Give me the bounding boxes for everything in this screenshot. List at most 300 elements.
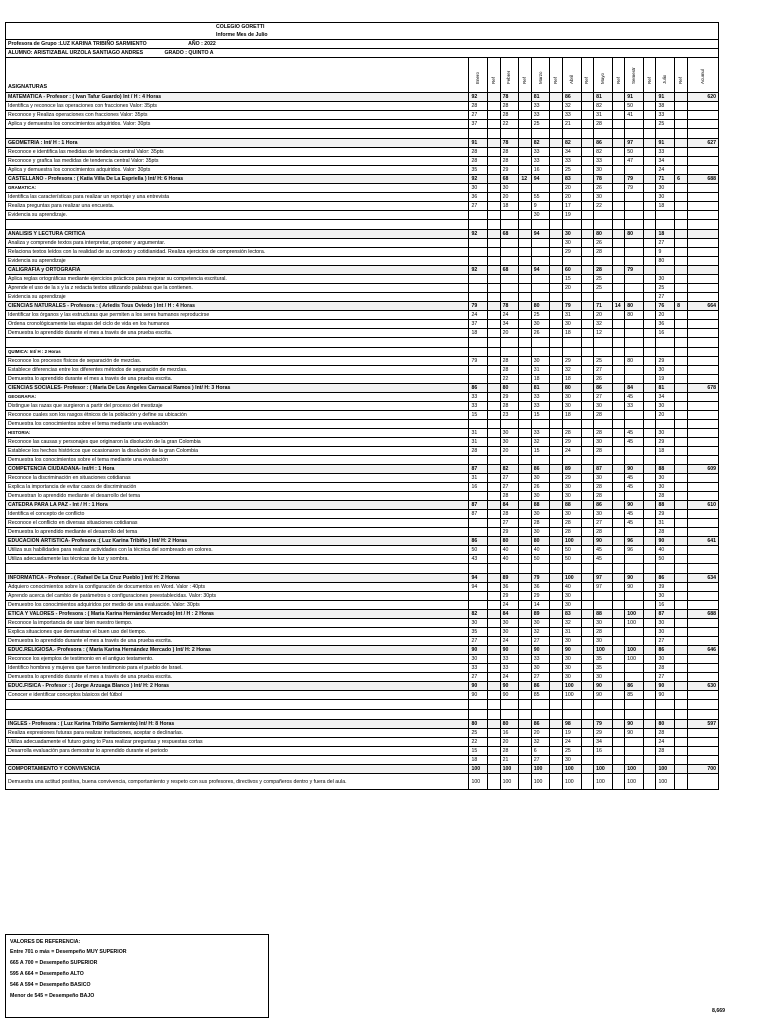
grade-cell: 33 bbox=[469, 402, 488, 411]
grade-cell bbox=[625, 366, 644, 375]
grade-cell bbox=[612, 720, 624, 729]
grade-cell bbox=[675, 574, 687, 583]
grade-cell bbox=[675, 738, 687, 747]
indicator-row bbox=[6, 102, 719, 111]
grade-cell bbox=[519, 211, 531, 220]
grade-cell: 30 bbox=[562, 756, 581, 765]
grade-cell: 25 bbox=[656, 284, 675, 293]
grade-cell bbox=[594, 257, 613, 266]
grade-cell bbox=[519, 574, 531, 583]
grade-cell bbox=[644, 592, 656, 601]
grade-cell: 28 bbox=[594, 483, 613, 492]
grade-cell bbox=[612, 555, 624, 564]
grade-cell bbox=[581, 193, 593, 202]
grade-cell: 78 bbox=[594, 175, 613, 184]
grade-cell bbox=[644, 483, 656, 492]
grade-cell: 100 bbox=[625, 619, 644, 628]
subject-name: COMPORTAMIENTO Y CONVIVENCIA bbox=[6, 765, 469, 774]
grade-cell bbox=[625, 193, 644, 202]
month-header: Semestr bbox=[625, 58, 644, 93]
grade-cell bbox=[550, 564, 562, 574]
grade-cell bbox=[644, 673, 656, 682]
indicator-text: Reconoce y Realiza operaciones con fracciones Valor: 35pts bbox=[6, 111, 469, 120]
grade-cell: 28 bbox=[562, 429, 581, 438]
student-cell bbox=[6, 49, 719, 58]
subject-name: CIENCIAS NATURALES - Profesora : ( Arledis Tous Oviedo ) Int / H : 4 Horas bbox=[6, 302, 469, 311]
indicator-row bbox=[6, 320, 719, 329]
grade-cell bbox=[625, 120, 644, 129]
grade-cell: 87 bbox=[469, 510, 488, 519]
grade-cell bbox=[612, 338, 624, 348]
grade-cell: 50 bbox=[562, 546, 581, 555]
grade-cell: 9 bbox=[656, 248, 675, 257]
grade-cell bbox=[581, 348, 593, 357]
grade-cell: 90 bbox=[625, 574, 644, 583]
grade-cell: 34 bbox=[594, 738, 613, 747]
grade-cell: 100 bbox=[531, 774, 550, 790]
grade-cell: 26 bbox=[594, 375, 613, 384]
grade-cell bbox=[581, 564, 593, 574]
indicator-text: Demuestra una actitud positiva, buena convivencia, comportamiento y respeto con sus profesores, directivos y compañeros dentro y fuera del aula. bbox=[6, 774, 469, 790]
grade-cell bbox=[488, 329, 500, 338]
grade-cell: 68 bbox=[500, 266, 519, 275]
grade-cell: 20 bbox=[500, 329, 519, 338]
grade-cell bbox=[675, 610, 687, 619]
grade-cell: 84 bbox=[625, 384, 644, 393]
grade-cell bbox=[612, 483, 624, 492]
grade-cell bbox=[612, 691, 624, 700]
grade-cell bbox=[625, 673, 644, 682]
grade-cell bbox=[550, 483, 562, 492]
grade-cell: 28 bbox=[500, 111, 519, 120]
grade-cell bbox=[581, 166, 593, 175]
grade-cell bbox=[594, 700, 613, 710]
grade-cell bbox=[519, 610, 531, 619]
grade-cell: 30 bbox=[656, 474, 675, 483]
grade-cell bbox=[581, 555, 593, 564]
grade-cell: 19 bbox=[562, 729, 581, 738]
grade-cell bbox=[612, 384, 624, 393]
grade-cell bbox=[675, 102, 687, 111]
grade-cell bbox=[644, 700, 656, 710]
grade-cell bbox=[675, 564, 687, 574]
grade-cell bbox=[675, 501, 687, 510]
grade-cell: 79 bbox=[625, 175, 644, 184]
grade-cell bbox=[488, 720, 500, 729]
accumulated-cell bbox=[687, 102, 718, 111]
grade-cell bbox=[488, 375, 500, 384]
grade-cell bbox=[488, 519, 500, 528]
grade-cell bbox=[675, 510, 687, 519]
grade-cell: 45 bbox=[625, 438, 644, 447]
grade-cell bbox=[625, 710, 644, 720]
grade-cell: 86 bbox=[594, 384, 613, 393]
grade-cell: 41 bbox=[625, 111, 644, 120]
grade-cell bbox=[581, 320, 593, 329]
student-grade: GRADO : QUINTO A bbox=[164, 50, 214, 56]
grade-cell: 23 bbox=[500, 411, 519, 420]
grade-cell: 30 bbox=[656, 655, 675, 664]
grade-cell bbox=[531, 338, 550, 348]
grade-cell: 16 bbox=[500, 729, 519, 738]
indicator-row bbox=[6, 275, 719, 284]
grade-cell: 27 bbox=[500, 483, 519, 492]
accumulated-cell: 630 bbox=[687, 682, 718, 691]
indicator-row bbox=[6, 157, 719, 166]
subject-row bbox=[6, 266, 719, 275]
indicator-text: HISTORIA: bbox=[6, 429, 469, 438]
grade-cell bbox=[488, 673, 500, 682]
grade-cell: 97 bbox=[625, 139, 644, 148]
grade-cell: 16 bbox=[656, 329, 675, 338]
accumulated-cell bbox=[687, 519, 718, 528]
grade-cell bbox=[469, 220, 488, 230]
grade-cell bbox=[644, 293, 656, 302]
grade-cell bbox=[612, 166, 624, 175]
grade-cell bbox=[581, 729, 593, 738]
grade-cell bbox=[675, 474, 687, 483]
report-title: Informe Mes de Julio bbox=[6, 31, 719, 40]
subject-row bbox=[6, 537, 719, 546]
grade-cell bbox=[581, 257, 593, 266]
grade-cell bbox=[644, 184, 656, 193]
grade-cell bbox=[656, 266, 675, 275]
grade-cell bbox=[581, 239, 593, 248]
grade-cell bbox=[519, 438, 531, 447]
grade-cell bbox=[675, 456, 687, 465]
grade-cell bbox=[581, 456, 593, 465]
grade-cell bbox=[612, 184, 624, 193]
grade-cell bbox=[519, 738, 531, 747]
grade-cell: 92 bbox=[469, 266, 488, 275]
grade-cell bbox=[519, 193, 531, 202]
grade-cell bbox=[644, 720, 656, 729]
grade-cell bbox=[488, 338, 500, 348]
grade-cell bbox=[625, 420, 644, 429]
grade-cell: 33 bbox=[531, 429, 550, 438]
grade-cell: 94 bbox=[531, 175, 550, 184]
grade-cell: 40 bbox=[656, 546, 675, 555]
grade-cell bbox=[519, 257, 531, 266]
accumulated-cell bbox=[687, 129, 718, 139]
grade-cell: 71 bbox=[656, 175, 675, 184]
grade-cell bbox=[625, 664, 644, 673]
grade-cell bbox=[550, 637, 562, 646]
grade-cell bbox=[519, 366, 531, 375]
grade-cell: 25 bbox=[656, 120, 675, 129]
grade-cell: 89 bbox=[562, 465, 581, 474]
grade-cell bbox=[550, 384, 562, 393]
grade-cell bbox=[488, 601, 500, 610]
grade-cell bbox=[469, 592, 488, 601]
grade-cell bbox=[612, 655, 624, 664]
grade-cell bbox=[488, 284, 500, 293]
grade-cell bbox=[488, 239, 500, 248]
grade-cell bbox=[519, 474, 531, 483]
grade-cell bbox=[612, 375, 624, 384]
grade-cell bbox=[488, 366, 500, 375]
grade-cell: 21 bbox=[562, 120, 581, 129]
grade-cell bbox=[531, 710, 550, 720]
indicator-text: Adquiero conocimientos sobre la configuración de documentos en Word. Valor : 40pts bbox=[6, 583, 469, 592]
grade-cell: 30 bbox=[594, 193, 613, 202]
grade-cell: 97 bbox=[594, 574, 613, 583]
grade-cell: 87 bbox=[469, 465, 488, 474]
grade-cell: 29 bbox=[500, 393, 519, 402]
grade-cell: 36 bbox=[469, 193, 488, 202]
indicator-text: Utiliza adecuadamente el futuro going to Para realizar preguntas y respuestas cortas bbox=[6, 738, 469, 747]
grade-cell bbox=[675, 537, 687, 546]
grade-cell bbox=[612, 420, 624, 429]
grade-cell: 31 bbox=[562, 628, 581, 637]
grade-cell: 28 bbox=[562, 519, 581, 528]
grade-cell: 89 bbox=[531, 610, 550, 619]
grade-cell: 79 bbox=[469, 357, 488, 366]
subject-name: MATEMATICA - Profesor : ( Ivan Tafur Guardo) Int / H : 4 Horas bbox=[6, 93, 469, 102]
grade-cell: 78 bbox=[500, 93, 519, 102]
grade-cell: 15 bbox=[531, 411, 550, 420]
grade-cell: 90 bbox=[625, 501, 644, 510]
grade-cell: 40 bbox=[562, 583, 581, 592]
grade-cell bbox=[612, 275, 624, 284]
grade-cell: 31 bbox=[469, 438, 488, 447]
grade-cell: 14 bbox=[531, 601, 550, 610]
indicator-text: Identifico hombres y mujeres que fueron testimonio para el pueblo de Israel. bbox=[6, 664, 469, 673]
indicator-text: Utiliza adecuadamente las técnicas de luz y sombra. bbox=[6, 555, 469, 564]
grade-cell: 100 bbox=[594, 765, 613, 774]
indicator-text: Desarrolla evaluación para demostrar lo aprendido durante el periodo bbox=[6, 747, 469, 756]
grade-cell: 28 bbox=[500, 148, 519, 157]
accumulated-cell bbox=[687, 120, 718, 129]
grade-cell: 24 bbox=[562, 447, 581, 456]
grade-cell bbox=[675, 166, 687, 175]
grade-cell bbox=[581, 710, 593, 720]
grade-cell: 33 bbox=[531, 402, 550, 411]
grade-cell: 19 bbox=[656, 375, 675, 384]
accumulated-cell bbox=[687, 239, 718, 248]
indicator-text: QUIMICA: Int/ H : 2 Horas bbox=[6, 348, 469, 357]
grade-cell bbox=[500, 293, 519, 302]
accumulated-cell bbox=[687, 729, 718, 738]
grade-cell: 18 bbox=[469, 329, 488, 338]
indicator-text: Reconoce los procesos físicos de separación de mezclas. bbox=[6, 357, 469, 366]
month-header: Abril bbox=[562, 58, 581, 93]
grade-cell: 30 bbox=[500, 619, 519, 628]
grade-cell bbox=[581, 583, 593, 592]
grade-cell: 24 bbox=[562, 738, 581, 747]
grade-cell bbox=[562, 420, 581, 429]
indicator-text: Ordena cronológicamente las etapas del ciclo de vida en los humanos bbox=[6, 320, 469, 329]
grade-cell: 96 bbox=[625, 537, 644, 546]
accumulated-cell bbox=[687, 148, 718, 157]
grade-cell: 80 bbox=[625, 302, 644, 311]
grade-cell bbox=[625, 738, 644, 747]
indicator-text: Demuestro los conocimientos adquiridos por medio de una evaluación. Valor: 30pts bbox=[6, 601, 469, 610]
grade-cell bbox=[675, 465, 687, 474]
grade-cell bbox=[519, 139, 531, 148]
grade-cell: 80 bbox=[500, 720, 519, 729]
grade-cell bbox=[550, 555, 562, 564]
grade-cell bbox=[644, 447, 656, 456]
grade-cell bbox=[625, 411, 644, 420]
grade-cell bbox=[644, 266, 656, 275]
grade-cell: 14 bbox=[612, 302, 624, 311]
grade-cell: 30 bbox=[562, 592, 581, 601]
indicator-row bbox=[6, 429, 719, 438]
indicator-text: Establece diferencias entre los diferentes métodos de separación de mezclas. bbox=[6, 366, 469, 375]
grade-cell bbox=[531, 420, 550, 429]
grade-cell bbox=[531, 129, 550, 139]
grade-cell: 28 bbox=[500, 492, 519, 501]
grade-cell: 33 bbox=[500, 664, 519, 673]
grade-cell bbox=[519, 510, 531, 519]
grade-cell: 30 bbox=[594, 510, 613, 519]
indicator-row bbox=[6, 738, 719, 747]
grade-cell: 50 bbox=[625, 148, 644, 157]
grade-cell: 68 bbox=[500, 230, 519, 239]
accumulated-cell bbox=[687, 366, 718, 375]
grade-cell: 28 bbox=[500, 157, 519, 166]
grade-cell bbox=[550, 420, 562, 429]
grade-cell bbox=[550, 211, 562, 220]
grade-cell bbox=[531, 220, 550, 230]
grade-cell bbox=[625, 375, 644, 384]
subject-row bbox=[6, 646, 719, 655]
grade-cell bbox=[562, 220, 581, 230]
grade-cell bbox=[644, 284, 656, 293]
grade-cell bbox=[612, 329, 624, 338]
grade-cell bbox=[625, 348, 644, 357]
grade-cell bbox=[612, 239, 624, 248]
grade-cell bbox=[550, 738, 562, 747]
grade-cell bbox=[488, 537, 500, 546]
grade-cell bbox=[519, 120, 531, 129]
grade-cell: 91 bbox=[656, 93, 675, 102]
grade-cell bbox=[562, 456, 581, 465]
grade-cell bbox=[594, 211, 613, 220]
grade-cell bbox=[488, 393, 500, 402]
indicator-text: Reconoce la discriminación en situaciones cotidianas bbox=[6, 474, 469, 483]
teacher-row bbox=[6, 40, 719, 49]
grade-cell bbox=[488, 293, 500, 302]
accumulated-cell bbox=[687, 411, 718, 420]
grade-cell: 30 bbox=[562, 655, 581, 664]
indicator-row bbox=[6, 248, 719, 257]
grade-cell bbox=[644, 357, 656, 366]
grade-cell bbox=[644, 211, 656, 220]
indicator-text: Analiza y comprende textos para interpretar, proponer y argumentar. bbox=[6, 239, 469, 248]
grade-cell bbox=[519, 338, 531, 348]
grade-cell bbox=[675, 628, 687, 637]
indicator-row bbox=[6, 564, 719, 574]
month-header: Ref bbox=[550, 58, 562, 93]
grade-cell: 98 bbox=[562, 720, 581, 729]
grade-cell: 30 bbox=[562, 239, 581, 248]
grade-cell bbox=[469, 420, 488, 429]
grade-cell bbox=[612, 447, 624, 456]
grade-cell bbox=[488, 474, 500, 483]
reference-title: VALORES DE REFERENCIA: bbox=[10, 939, 81, 945]
grade-cell bbox=[644, 248, 656, 257]
grade-cell bbox=[675, 710, 687, 720]
indicator-row bbox=[6, 664, 719, 673]
grade-cell: 100 bbox=[625, 646, 644, 655]
grade-cell bbox=[500, 700, 519, 710]
grade-cell bbox=[675, 438, 687, 447]
grade-cell bbox=[625, 555, 644, 564]
grade-cell: 89 bbox=[500, 574, 519, 583]
grade-cell: 18 bbox=[500, 202, 519, 211]
grade-cell bbox=[581, 738, 593, 747]
grade-cell bbox=[519, 700, 531, 710]
grade-cell: 8 bbox=[675, 302, 687, 311]
grade-cell bbox=[562, 700, 581, 710]
grade-cell: 80 bbox=[500, 537, 519, 546]
grade-cell bbox=[550, 311, 562, 320]
grade-cell bbox=[612, 102, 624, 111]
grade-cell bbox=[550, 583, 562, 592]
grade-cell bbox=[550, 438, 562, 447]
grade-cell: 31 bbox=[469, 429, 488, 438]
grade-cell bbox=[581, 329, 593, 338]
grade-cell: 45 bbox=[625, 483, 644, 492]
indicator-row bbox=[6, 637, 719, 646]
grade-cell bbox=[550, 338, 562, 348]
indicator-row bbox=[6, 447, 719, 456]
grade-cell bbox=[675, 720, 687, 729]
grade-cell: 80 bbox=[656, 257, 675, 266]
grade-cell bbox=[581, 700, 593, 710]
subject-name: CASTELLANO - Profesora : ( Katia Villa De La Espriella ) Int/ H: 6 Horas bbox=[6, 175, 469, 184]
accumulated-cell bbox=[687, 619, 718, 628]
grade-cell: 30 bbox=[594, 438, 613, 447]
grade-cell bbox=[581, 157, 593, 166]
grade-cell bbox=[612, 202, 624, 211]
grade-cell bbox=[612, 193, 624, 202]
grade-cell bbox=[519, 729, 531, 738]
grade-cell bbox=[550, 402, 562, 411]
accumulated-cell bbox=[687, 211, 718, 220]
grade-cell: 20 bbox=[562, 284, 581, 293]
grade-cell bbox=[612, 248, 624, 257]
grade-cell bbox=[581, 211, 593, 220]
grade-cell: 90 bbox=[500, 682, 519, 691]
grade-cell bbox=[488, 129, 500, 139]
grade-cell bbox=[488, 311, 500, 320]
grade-cell: 30 bbox=[656, 592, 675, 601]
grade-cell: 86 bbox=[594, 501, 613, 510]
grade-cell bbox=[612, 465, 624, 474]
grade-cell: 80 bbox=[625, 311, 644, 320]
grade-cell: 45 bbox=[625, 519, 644, 528]
grade-cell bbox=[581, 519, 593, 528]
grade-cell: 94 bbox=[531, 266, 550, 275]
grade-cell bbox=[675, 619, 687, 628]
school-row bbox=[6, 23, 719, 32]
month-header-row bbox=[6, 58, 719, 93]
grade-cell bbox=[675, 257, 687, 266]
grade-cell bbox=[644, 329, 656, 338]
indicator-row bbox=[6, 184, 719, 193]
grade-cell: 24 bbox=[500, 673, 519, 682]
subject-row bbox=[6, 302, 719, 311]
grade-cell: 30 bbox=[469, 655, 488, 664]
grade-cell: 30 bbox=[500, 184, 519, 193]
indicator-text: Reconoce el conflicto en diversas situaciones cotidianas bbox=[6, 519, 469, 528]
grade-cell bbox=[581, 628, 593, 637]
grade-cell: 27 bbox=[469, 111, 488, 120]
grade-cell: 18 bbox=[562, 329, 581, 338]
